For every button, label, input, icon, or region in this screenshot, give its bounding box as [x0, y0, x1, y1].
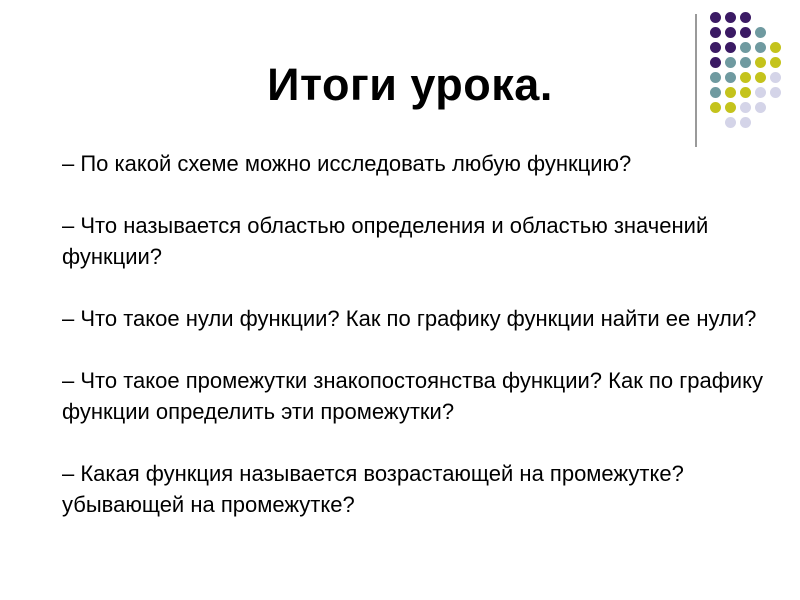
- question-item: – Что такое промежутки знакопостоянства функции? Как по графику функции определить эти промежутки?: [62, 368, 763, 424]
- decorative-dot: [710, 27, 721, 38]
- decorative-dot: [755, 27, 766, 38]
- decorative-dot: [740, 42, 751, 53]
- decorative-dot: [755, 42, 766, 53]
- question-item: – Что называется областью определения и областью значений функции?: [62, 213, 709, 269]
- decorative-dot: [740, 12, 751, 23]
- decorative-dot: [725, 42, 736, 53]
- question-item: – По какой схеме можно исследовать любую функцию?: [62, 151, 632, 176]
- question-list: [62, 148, 782, 551]
- decorative-dot: [725, 12, 736, 23]
- question-item: – Какая функция называется возрастающей на промежутке? убывающей на промежутке?: [62, 461, 684, 517]
- decorative-dot: [710, 12, 721, 23]
- decorative-dot: [710, 42, 721, 53]
- decorative-dot: [740, 117, 751, 128]
- decorative-dot: [725, 27, 736, 38]
- slide-title: Итоги урока.: [267, 59, 553, 110]
- decorative-dot: [725, 117, 736, 128]
- decorative-dot: [770, 42, 781, 53]
- decorative-dot: [740, 27, 751, 38]
- question-item: – Что такое нули функции? Как по графику функции найти ее нули?: [62, 306, 757, 331]
